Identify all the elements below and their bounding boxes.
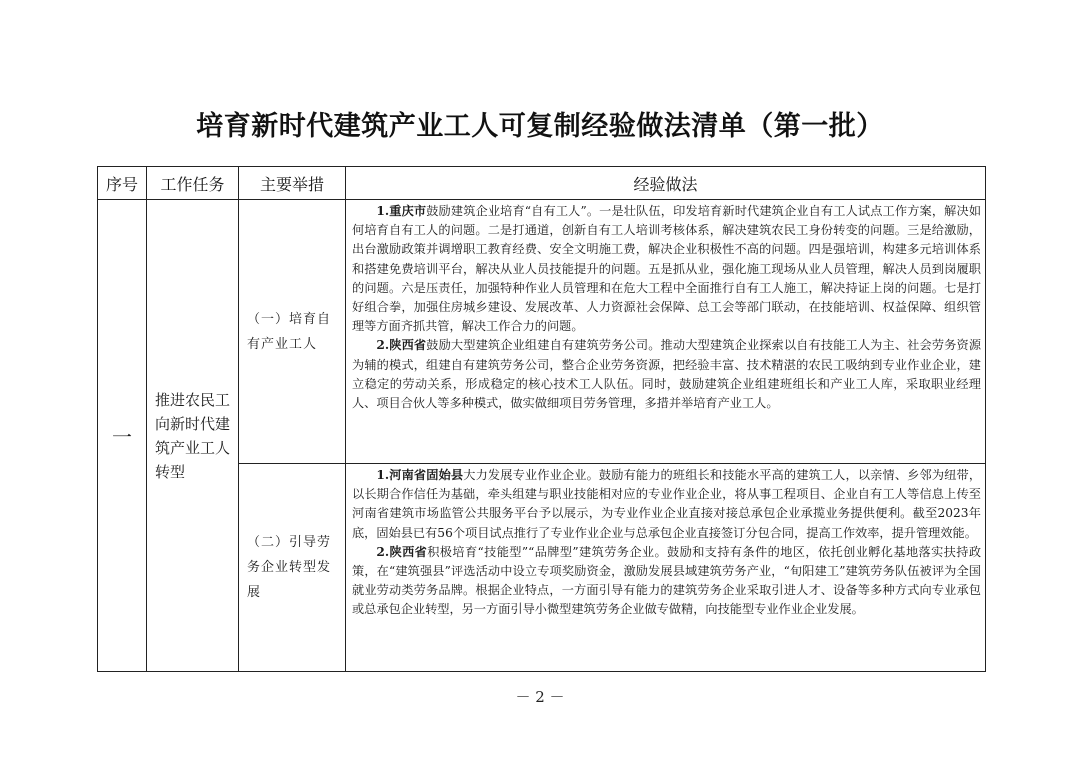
practice-item [352,336,981,413]
item-region: 陕西省 [389,544,428,559]
table-row [98,200,986,464]
item-region: 重庆市 [389,204,427,218]
measure-2: （二）引导劳务企业转型发展 [239,464,346,672]
header-measure: 主要举措 [239,167,346,200]
item-text: 鼓励大型建筑企业组建自有建筑劳务公司。推动大型建筑企业探索以自有技能工人为主、社会劳务资源为辅的模式，组建自有建筑劳务公司，整合企业劳务资源，把经验丰富、技术精湛的农民工吸纳到专业作业企业，建立稳定的劳动关系，形成稳定的核心技术工人队伍。同时，鼓励建筑企业组建班组长和产业工人库，采取职业经理人、项目合伙人等多种模式，做实做细项目劳务管理，多措并举培育产业工人。 [352,338,982,411]
work-task: 推进农民工向新时代建筑产业工人转型 [147,200,239,672]
item-number: 1. [376,204,390,218]
header-practice: 经验做法 [346,167,986,200]
practice-item [352,543,981,620]
page-number: － 2 － [515,688,565,706]
item-region: 陕西省 [389,338,427,353]
practice-item [352,466,981,543]
practice-cell-2 [346,464,986,672]
practice-item [352,202,981,336]
item-number: 1. [376,468,390,482]
item-text: 大力发展专业作业企业。鼓励有能力的班组长和技能水平高的建筑工人，以亲情、乡邻为纽带，以长期合作信任为基础，牵头组建与职业技能相对应的专业作业企业，将从事工程项目、企业自有工人等信息上传至河南省建筑市场监管公共服务平台予以展示，为专业作业企业直接对接总承包企业承揽业务提供便利。截至2023年底，固始县已有56个项目试点推行了专业作业企业与总承包企业直接签订分包合同，提高工作效率，提升管理效能。 [352,468,982,540]
header-seq: 序号 [98,167,147,200]
header-task: 工作任务 [147,167,239,200]
measure-1: （一）培育自有产业工人 [239,200,346,464]
item-number: 2. [376,544,390,559]
practice-cell-1 [346,200,986,464]
table-header-row [98,167,986,200]
document-title: 培育新时代建筑产业工人可复制经验做法清单（第一批） [196,111,884,142]
experience-table [97,166,986,672]
item-region: 河南省固始县 [389,468,464,482]
item-text: 积极培育“技能型”“品牌型”建筑劳务企业。鼓励和支持有条件的地区，依托创业孵化基地落实扶持政策，在“建筑强县”评选活动中设立专项奖励资金，激励发展县域建筑劳务产业，“旬阳建工”建筑劳务队伍被评为全国就业劳动类劳务品牌。根据企业特点，一方面引导有能力的建筑劳务企业采取引进人才、设备等多种方式向专业承包或总承包企业转型，另一方面引导小微型建筑劳务企业做专做精，向技能型专业作业企业发展。 [352,544,982,617]
row-seq: 一 [98,200,147,672]
item-text: 鼓励建筑企业培育“自有工人”。一是壮队伍，印发培育新时代建筑企业自有工人试点工作方案，解决如何培育自有工人的问题。二是打通道，创新自有工人培训考核体系，解决建筑农民工身份转变的问题。三是给激励，出台激励政策并调增职工教育经费、安全文明施工费，解决企业积极性不高的问题。四是强培训，构建多元培训体系和搭建免费培训平台，解决从业人员技能提升的问题。五是抓从业，强化施工现场从业人员管理，解决人员到岗履职的问题。六是压责任，加强特种作业人员管理和在危大工程中全面推行自有工人施工，解决持证上岗的问题。七是打好组合拳，加强住房城乡建设、发展改革、人力资源社会保障、总工会等部门联动，在技能培训、权益保障、组织管理等方面齐抓共管，解决工作合力的问题。 [352,204,982,334]
item-number: 2. [376,338,390,353]
